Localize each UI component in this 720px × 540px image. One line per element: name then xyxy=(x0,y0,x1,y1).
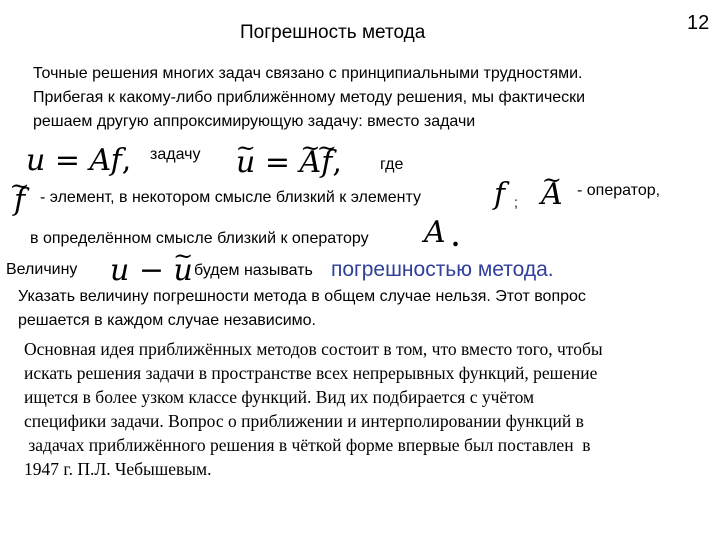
slide-number: 12 xyxy=(687,12,710,34)
symbol-a-tilde: ~ A xyxy=(541,180,563,210)
equation-approx: ~ u = ~ A~ f, xyxy=(236,148,342,178)
paragraph-error-note xyxy=(18,285,586,333)
text-line: специфики задачи. Вопрос о приближении и интерполировании функций в xyxy=(24,411,584,431)
word-gde: где xyxy=(380,156,404,173)
period: . xyxy=(452,222,459,253)
equation-error: u − ~ u xyxy=(110,256,193,286)
text-line: решается в каждом случае независимо. xyxy=(18,312,316,329)
equation-comma: , xyxy=(332,145,342,180)
semicolon: ; xyxy=(514,194,518,210)
word-velichinu: Величину xyxy=(6,261,78,278)
paragraph-intro xyxy=(33,62,585,134)
text-line: Точные решения многих задач связано с принципиальными трудностями. xyxy=(33,65,583,82)
text-line: Основная идея приближённых методов состоит в том, что вместо того, чтобы xyxy=(24,339,603,359)
budem-nazyvat: будем называть xyxy=(194,262,313,279)
equation-comma: , xyxy=(121,143,132,178)
symbol-a: A xyxy=(424,215,446,250)
operator-description: - оператор, xyxy=(577,182,661,199)
text-line: искать решения задачи в пространстве всех непрерывных функций, решение xyxy=(24,363,598,383)
f-tilde-description: - элемент, в некотором смысле близкий к элементу xyxy=(40,189,421,206)
slide-title: Погрешность метода xyxy=(240,22,426,43)
text-line: ищется в более узком классе функций. Вид их подбирается с учётом xyxy=(24,387,535,407)
text-line: 1947 г. П.Л. Чебышевым. xyxy=(24,459,212,479)
symbol-f: f xyxy=(494,177,506,212)
text-line: задачах приближённого решения в чёткой форме впервые был поставлен в xyxy=(24,435,591,455)
operator-close-description: в определённом смысле близкий к оператору xyxy=(30,230,369,247)
text-line: решаем другую аппроксимирующую задачу: вместо задачи xyxy=(33,113,476,130)
symbol-f-tilde: ~ f xyxy=(14,186,25,216)
word-zadachu: задачу xyxy=(150,146,201,163)
term-method-error: погрешностью метода. xyxy=(331,258,554,281)
paragraph-main-idea xyxy=(24,337,603,481)
equation-exact: u = Af, xyxy=(26,143,132,178)
text-line: Указать величину погрешности метода в общем случае нельзя. Этот вопрос xyxy=(18,288,586,305)
text-line: Прибегая к какому-либо приближённому методу решения, мы фактически xyxy=(33,89,586,106)
